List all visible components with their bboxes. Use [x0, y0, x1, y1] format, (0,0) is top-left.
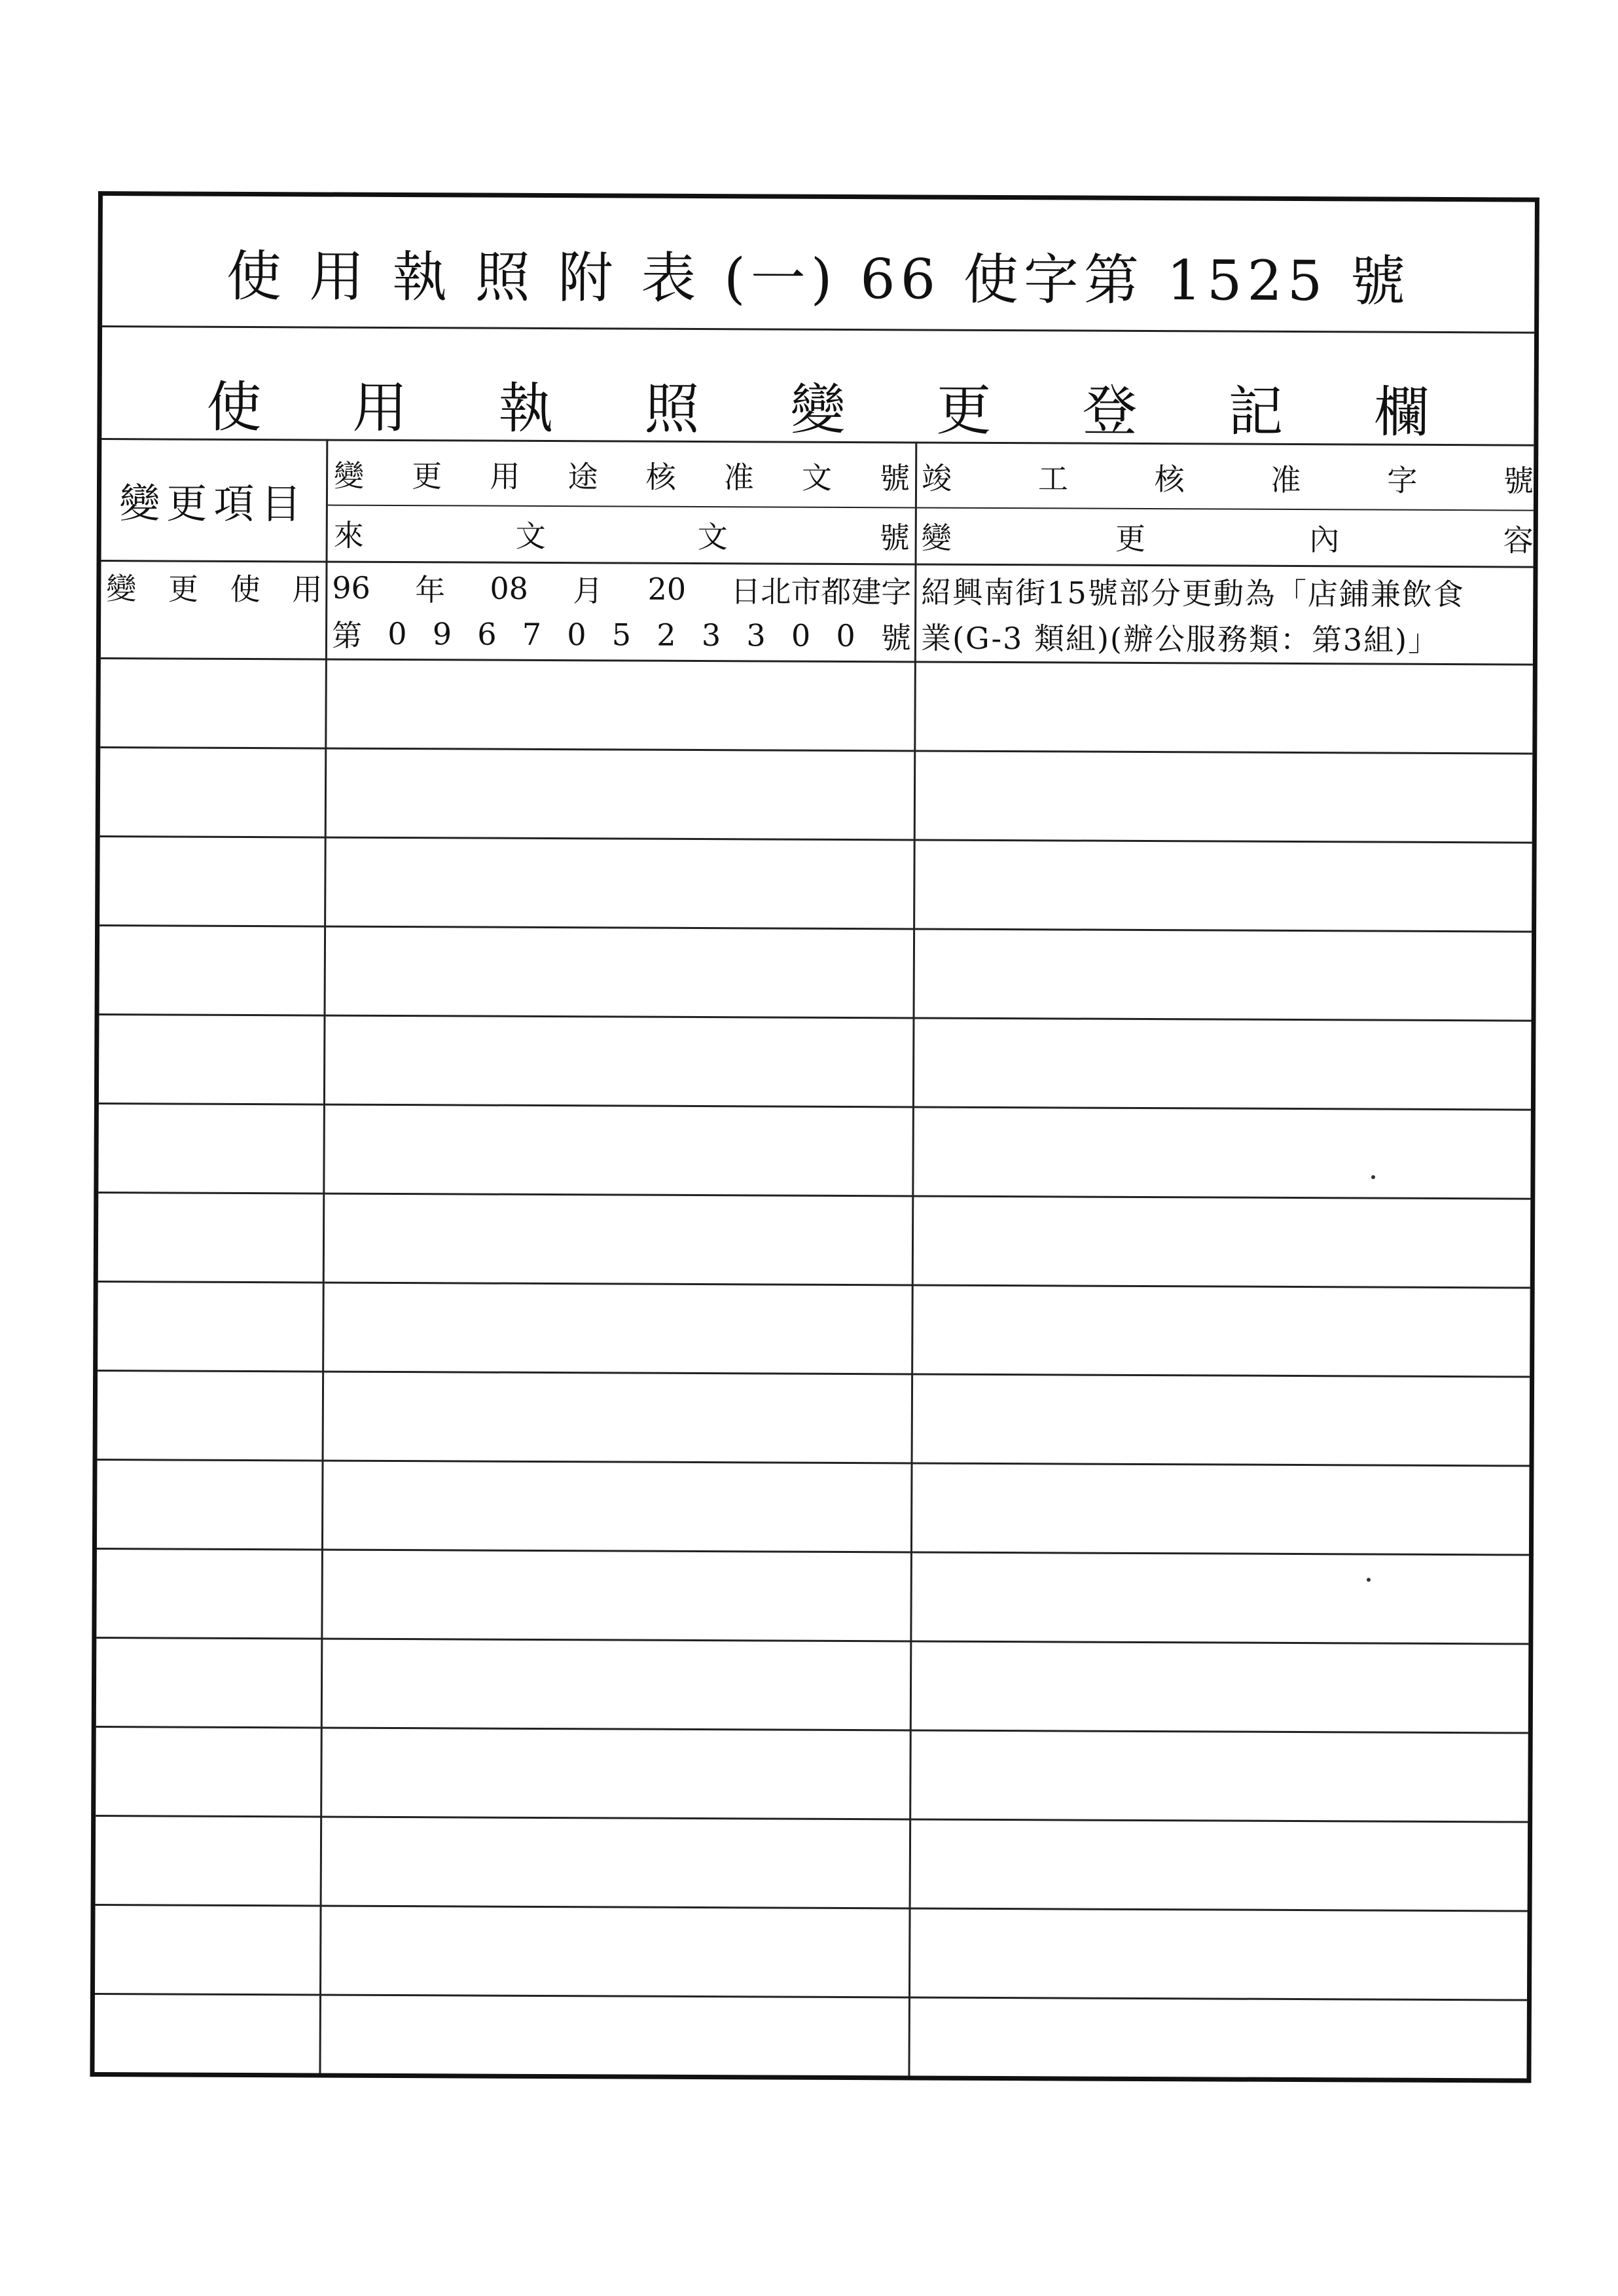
row-item-char: 變 [106, 571, 137, 607]
row-item-char: 用 [292, 572, 323, 608]
row-doc-token: 年 [415, 572, 446, 608]
row-doc-line2 [332, 611, 911, 659]
column-divider-2 [908, 441, 917, 2075]
row-doc-token: 20 [647, 571, 687, 607]
table-row-line [98, 1192, 1530, 1200]
header-char: 文 [515, 518, 546, 554]
row-doc-line1 [332, 565, 911, 613]
row-content-line2: 業(G-3 類組)(辦公服務類：第3組)」 [920, 620, 1440, 658]
table-row-line [98, 1281, 1530, 1289]
row-doc-token: 0 [387, 615, 407, 652]
license-sheet [90, 191, 1539, 2083]
scan-speck [1371, 1175, 1375, 1179]
table-row-line [99, 924, 1532, 933]
table-row-line [96, 1815, 1528, 1823]
header-char: 號 [1503, 463, 1534, 499]
row-doc-token: 2 [656, 617, 676, 653]
header-change-content [922, 508, 1534, 566]
row-doc-token: 7 [522, 616, 542, 652]
header-char: 內 [1309, 522, 1340, 558]
table-row-line [99, 1102, 1531, 1111]
header-change-item: 變更項目 [119, 479, 308, 528]
header-char: 變 [333, 458, 365, 494]
row-change-item [106, 564, 322, 610]
register-title-char: 變 [790, 377, 846, 442]
table-row-line [100, 835, 1532, 844]
header-char: 容 [1503, 522, 1534, 558]
register-title-char: 欄 [1374, 380, 1429, 445]
table-grid [103, 196, 1535, 202]
table-row-line [96, 1904, 1528, 1912]
register-title-char: 使 [206, 374, 262, 439]
register-title-char: 更 [936, 378, 992, 443]
row-doc-token: 9 [432, 616, 452, 652]
table-row-line [98, 1459, 1530, 1467]
row-doc-token: 號 [880, 620, 912, 656]
register-title-char: 執 [498, 376, 554, 441]
document-title: 使 用 執 照 附 表 (一) 66 使字第 1525 號 [226, 244, 1411, 314]
table-row-line [99, 1013, 1532, 1022]
table-row-line [100, 746, 1532, 755]
register-title-char: 登 [1082, 378, 1138, 443]
header-char: 來 [333, 517, 364, 553]
header-char: 文 [801, 460, 833, 496]
row-doc-token: 3 [701, 617, 721, 653]
header-char: 號 [879, 520, 910, 556]
header-char: 工 [1037, 461, 1069, 497]
table-row-line [96, 1637, 1528, 1645]
header-char: 途 [567, 459, 598, 495]
row-doc-token: 0 [791, 617, 811, 653]
table-row-line [98, 1370, 1530, 1378]
header-char: 用 [490, 458, 520, 494]
header-char: 准 [1270, 462, 1301, 498]
title-divider [102, 325, 1534, 334]
row-item-char: 更 [168, 571, 199, 607]
row-doc-token: 日北市都建字 [730, 574, 912, 610]
row-doc-token: 6 [477, 616, 497, 652]
row-doc-token: 08 [490, 570, 529, 606]
header-completion-approval-no [922, 446, 1534, 508]
header-approval-doc-no [334, 445, 910, 506]
row-doc-token: 0 [836, 617, 855, 654]
row-doc-token: 0 [567, 617, 586, 653]
row-doc-token: 月 [573, 573, 603, 609]
row-doc-token: 96 [332, 570, 371, 606]
table-row-line [97, 1548, 1529, 1556]
register-title-char: 記 [1228, 379, 1284, 444]
header-char: 字 [1387, 462, 1418, 498]
row-doc-token: 第 [331, 617, 363, 653]
header-char: 號 [879, 460, 910, 496]
table-row-line [95, 1993, 1527, 2001]
header-incoming-doc-no [334, 506, 910, 564]
row-content-line1: 紹興南街15號部分更動為「店鋪兼飲食 [921, 574, 1465, 613]
header-char: 變 [921, 520, 952, 556]
row-doc-token: 3 [746, 617, 766, 653]
column-divider-1 [319, 439, 328, 2073]
header-char: 准 [723, 460, 754, 496]
header-char: 更 [1115, 520, 1146, 556]
header-char: 更 [412, 458, 442, 494]
header-char: 核 [645, 459, 676, 495]
register-title-char: 照 [644, 376, 700, 441]
row-item-char: 使 [230, 571, 261, 608]
table-row-line [96, 1726, 1528, 1734]
scan-speck [1367, 1578, 1371, 1582]
header-char: 文 [697, 519, 728, 555]
header-char: 核 [1154, 462, 1185, 498]
header-char: 竣 [921, 460, 952, 496]
register-title-char: 用 [352, 375, 408, 440]
row-doc-token: 5 [611, 617, 632, 653]
